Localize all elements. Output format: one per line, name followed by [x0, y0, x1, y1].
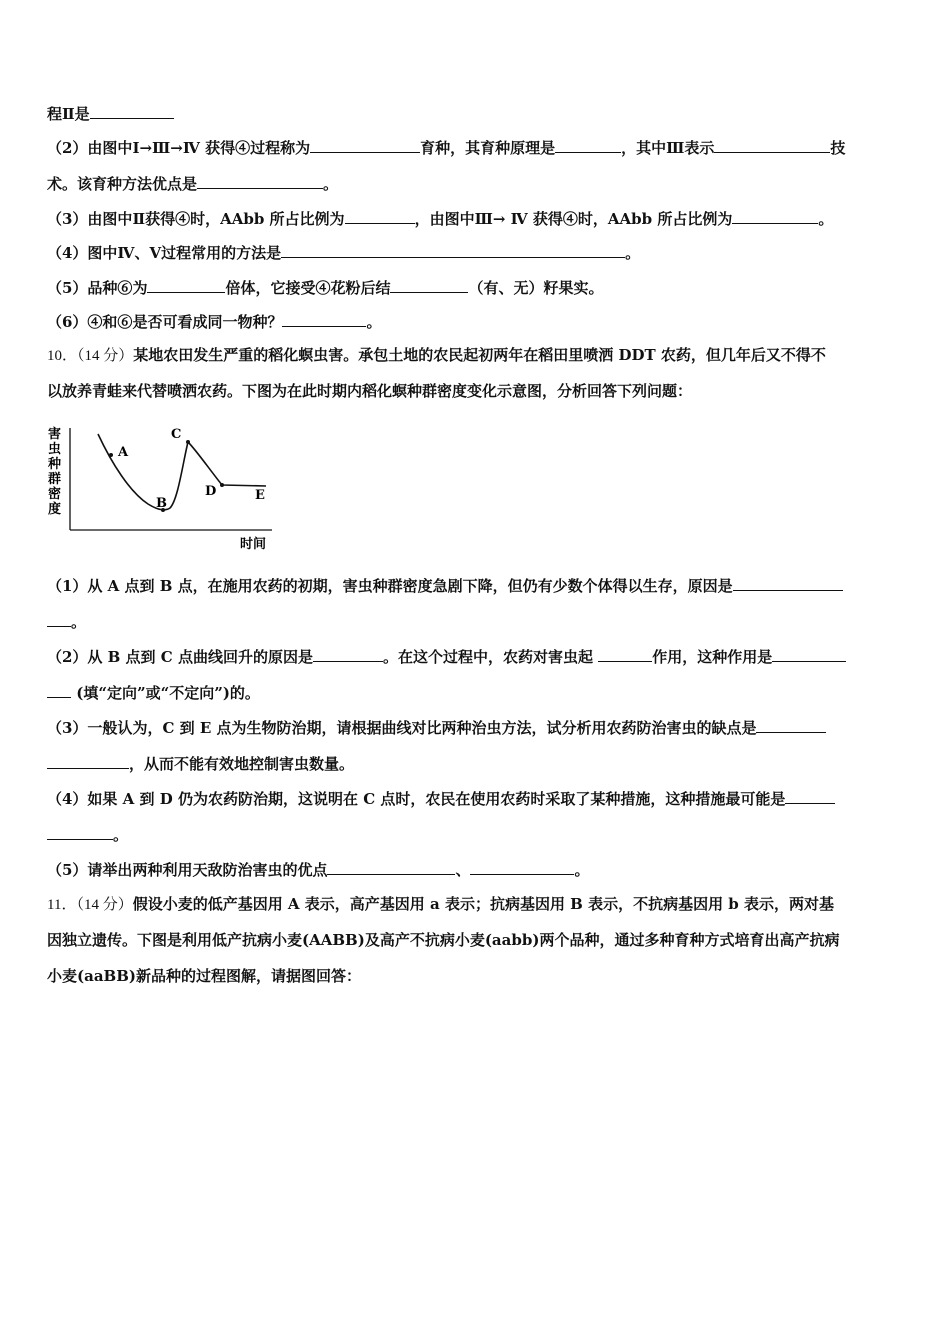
- y-label-char: 度: [48, 502, 62, 517]
- answer-blank[interactable]: [345, 208, 415, 224]
- y-label-char: 虫: [48, 442, 62, 457]
- q10-sub5: （5）请举出两种利用天敌防治害虫的优点 、 。: [47, 861, 590, 879]
- q10-sub2: （2）从 B 点到 C 点曲线回升的原因是 。在这个过程中，农药对害虫起 作用，这种作用是: [47, 646, 907, 667]
- pest-density-figure: [40, 420, 280, 555]
- point-c-label: C: [171, 427, 182, 442]
- q11-stem-cont: 因独立遗传。下图是利用低产抗病小麦(AABB)及高产不抗病小麦(aabb)两个品种，通过多种育种方式培育出高产抗病: [47, 931, 840, 949]
- answer-blank[interactable]: [282, 311, 366, 327]
- answer-blank[interactable]: [390, 277, 468, 293]
- point-a-label: A: [118, 445, 129, 460]
- y-label-char: 害: [48, 427, 62, 442]
- q9-sub4: （4）图中Ⅳ、Ⅴ过程常用的方法是 。: [47, 244, 641, 262]
- q10-sub4: （4）如果 A 到 D 仍为农药防治期，这说明在 C 点时，农民在使用农药时采取了某种措施，这种措施最可能是: [47, 788, 907, 809]
- answer-blank[interactable]: [197, 173, 323, 189]
- q10-stem-cont: 以放养青蛙来代替喷洒农药。下图为在此时期内稻化螟种群密度变化示意图，分析回答下列问题：: [47, 382, 693, 400]
- q10-sub1-cont: 。: [47, 611, 907, 632]
- point-e-label: E: [255, 488, 265, 503]
- q9-sub6: （6）④和⑥是否可看成同一物种？ 。: [47, 313, 382, 331]
- q10-stem: 10．（14 分）某地农田发生严重的稻化螟虫害。承包土地的农民起初两年在稻田里喷洒 DDT 农药，但几年后又不得不: [47, 346, 826, 364]
- answer-blank[interactable]: [47, 682, 71, 698]
- answer-blank[interactable]: [310, 137, 420, 153]
- answer-blank[interactable]: [47, 611, 71, 627]
- q10-sub3-cont: ，从而不能有效地控制害虫数量。: [47, 753, 907, 774]
- answer-blank[interactable]: [327, 859, 455, 875]
- answer-blank[interactable]: [785, 788, 835, 804]
- point-a-dot: [109, 453, 113, 457]
- answer-blank[interactable]: [772, 646, 846, 662]
- q11-stem-cont2: 小麦(aaBB)新品种的过程图解，请据图回答：: [47, 967, 361, 985]
- q10-sub2-cont: (填“定向”或“不定向”)的。: [47, 682, 907, 703]
- answer-blank[interactable]: [90, 103, 174, 119]
- answer-blank[interactable]: [555, 137, 621, 153]
- answer-blank[interactable]: [281, 242, 625, 258]
- answer-blank[interactable]: [756, 717, 826, 733]
- y-label-char: 密: [48, 487, 62, 502]
- q9-sub3: （3）由图中Ⅱ获得④时，AAbb 所占比例为 ，由图中Ⅲ→ Ⅳ 获得④时，AAbb 所占比例为 。: [47, 210, 834, 228]
- q9-sub2: （2）由图中Ⅰ→Ⅲ→Ⅳ 获得④过程称为 育种，其育种原理是 ，其中Ⅲ表示 技: [47, 139, 846, 157]
- q10-sub4-cont: 。: [47, 824, 907, 845]
- y-label-char: 种: [48, 457, 62, 472]
- y-label-char: 群: [48, 472, 62, 487]
- answer-blank[interactable]: [470, 859, 574, 875]
- answer-blank[interactable]: [732, 208, 818, 224]
- answer-blank[interactable]: [733, 575, 843, 591]
- q9-sub5: （5）品种⑥为 倍体，它接受④花粉后结 （有、无）籽果实。: [47, 279, 604, 297]
- answer-blank[interactable]: [313, 646, 383, 662]
- answer-blank[interactable]: [714, 137, 830, 153]
- x-axis-label: 时间: [240, 537, 267, 552]
- answer-blank[interactable]: [47, 824, 113, 840]
- point-c-dot: [186, 440, 190, 444]
- q10-sub3: （3）一般认为，C 到 E 点为生物防治期，请根据曲线对比两种治虫方法，试分析用农药防治害虫的缺点是: [47, 717, 907, 738]
- answer-blank[interactable]: [47, 753, 129, 769]
- point-d-label: D: [205, 484, 217, 499]
- q9-sub2-cont: 术。该育种方法优点是 。: [47, 175, 339, 193]
- q10-sub1: （1）从 A 点到 B 点，在施用农药的初期，害虫种群密度急剧下降，但仍有少数个体得以生存，原因是: [47, 575, 907, 596]
- answer-blank[interactable]: [598, 646, 652, 662]
- point-b-label: B: [156, 496, 167, 511]
- q9-line-process-2: 程Ⅱ是: [47, 103, 907, 124]
- q11-stem: 11．（14 分）假设小麦的低产基因用 A 表示，高产基因用 a 表示；抗病基因用 B 表示，不抗病基因用 b 表示，两对基: [47, 895, 835, 913]
- density-curve-chart: [40, 420, 280, 555]
- point-d-dot: [220, 483, 224, 487]
- answer-blank[interactable]: [147, 277, 225, 293]
